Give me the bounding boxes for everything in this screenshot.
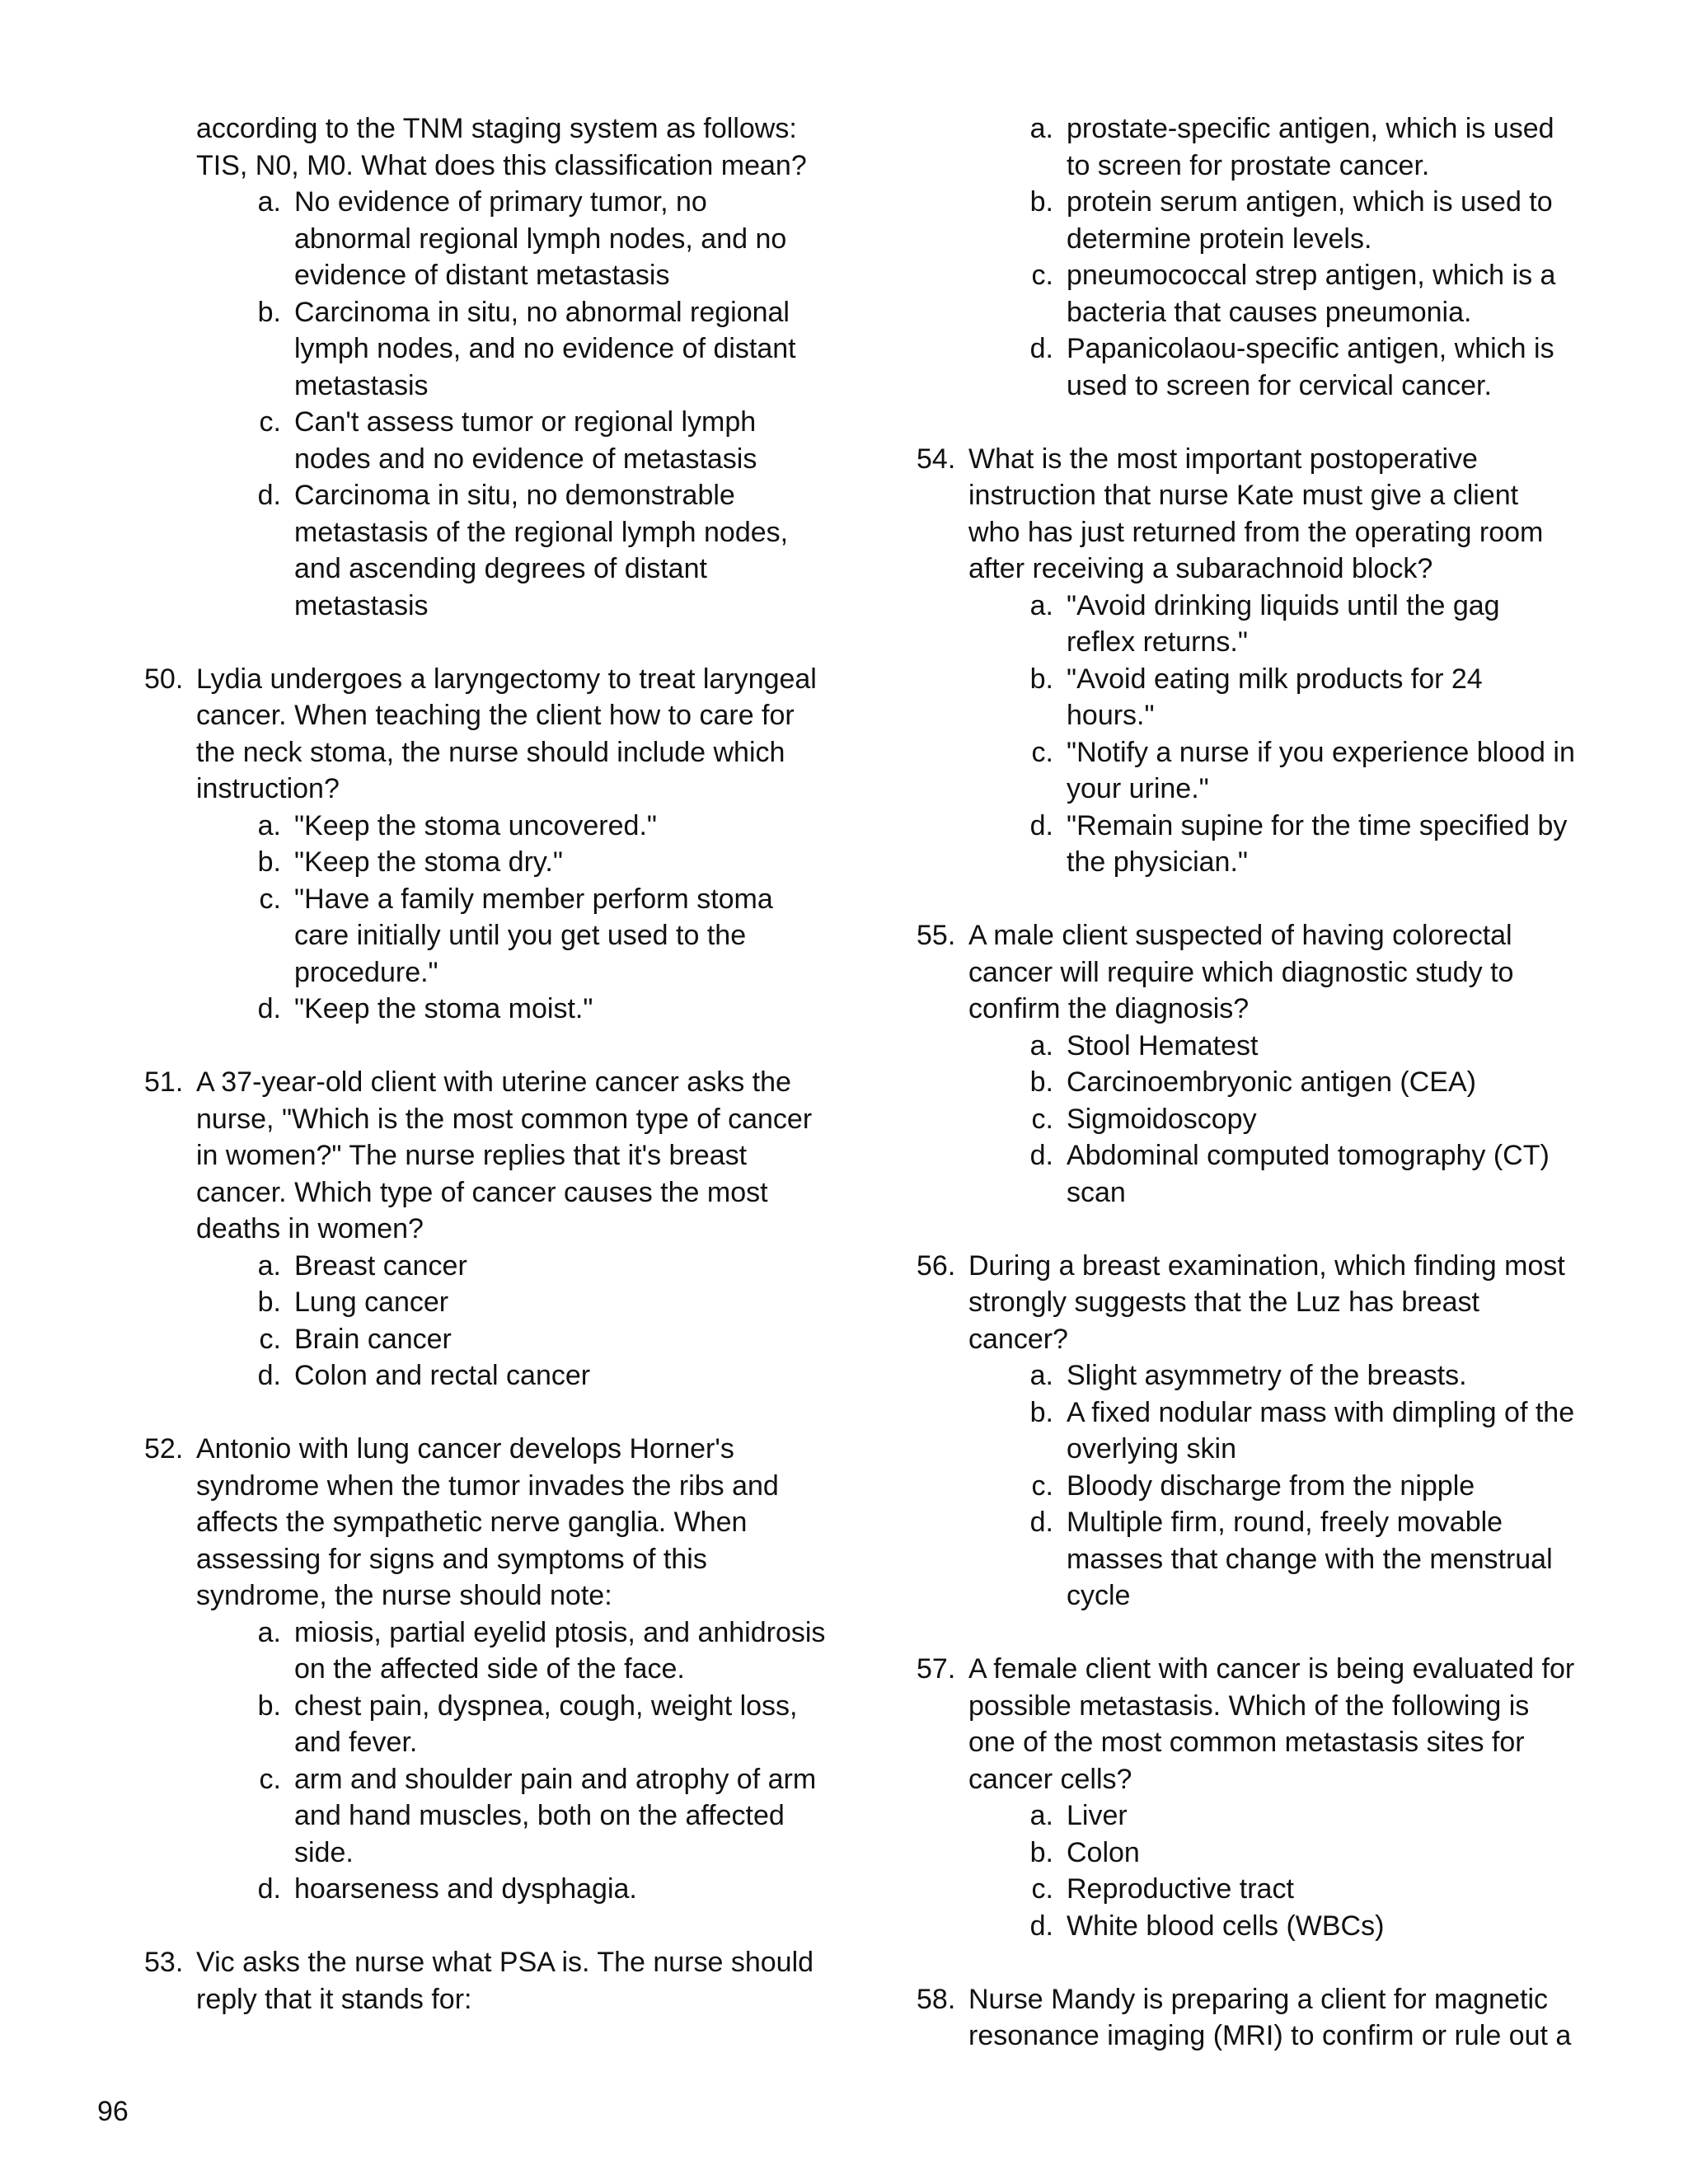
- question-number: 55.: [917, 920, 956, 951]
- answer-option: [196, 184, 828, 294]
- option-text: Sigmoidoscopy: [1067, 1103, 1257, 1135]
- question-stem: A female client with cancer is being evaluated for possible metastasis. Which of the following is one of the most common metastasis sites for cancer cells?: [968, 1653, 1575, 1795]
- answer-option: [968, 1137, 1576, 1211]
- option-letter: a.: [257, 1616, 281, 1648]
- option-text: No evidence of primary tumor, no abnormal regional lymph nodes, and no evidence of distant metastasis: [294, 186, 787, 291]
- answer-option: [968, 588, 1576, 661]
- option-letter: b.: [257, 846, 281, 878]
- question-stem: During a breast examination, which finding most strongly suggests that the Luz has breast cancer?: [968, 1249, 1565, 1355]
- answer-option: [968, 1357, 1576, 1394]
- question-stem: What is the most important postoperative instruction that nurse Kate must give a client who has just returned from the operating room after receiving a subarachnoid block?: [968, 443, 1544, 584]
- question-number: 51.: [144, 1066, 184, 1098]
- option-text: "Have a family member perform stoma care initially until you get used to the procedure.": [294, 883, 773, 988]
- answer-option: [196, 294, 828, 405]
- answer-option: [968, 1797, 1576, 1835]
- answer-option: [968, 184, 1576, 257]
- option-letter: a.: [1029, 589, 1053, 621]
- question-block: [917, 1651, 1576, 1944]
- option-letter: b.: [1029, 1066, 1053, 1098]
- option-letter: b.: [257, 296, 281, 328]
- option-text: Carcinoma in situ, no abnormal regional lymph nodes, and no evidence of distant metastasis: [294, 296, 796, 401]
- answer-option: [968, 734, 1576, 808]
- answer-option: [968, 808, 1576, 881]
- option-letter: b.: [1029, 663, 1053, 695]
- answer-option: [968, 1908, 1576, 1945]
- option-letter: a.: [1029, 1029, 1053, 1062]
- option-text: Reproductive tract: [1067, 1873, 1294, 1905]
- option-letter: a.: [1029, 113, 1053, 144]
- answer-option: [968, 1468, 1576, 1505]
- option-letter: b.: [257, 1690, 281, 1722]
- option-letter: c.: [259, 1323, 281, 1355]
- option-letter: d.: [1029, 809, 1053, 841]
- option-text: prostate-specific antigen, which is used to screen for prostate cancer.: [1067, 113, 1554, 181]
- option-text: "Keep the stoma uncovered.": [294, 809, 657, 841]
- option-text: Slight asymmetry of the breasts.: [1067, 1360, 1467, 1391]
- option-letter: b.: [257, 1286, 281, 1318]
- option-text: Multiple firm, round, freely movable masses that change with the menstrual cycle: [1067, 1507, 1553, 1611]
- question-block: [917, 1248, 1576, 1615]
- answer-option: [968, 1504, 1576, 1615]
- question-block: [917, 1981, 1576, 2055]
- option-text: Can't assess tumor or regional lymph nodes and no evidence of metastasis: [294, 406, 757, 475]
- option-letter: d.: [1029, 1910, 1053, 1942]
- answer-option: [196, 1615, 828, 1688]
- question-number: 57.: [917, 1653, 956, 1685]
- option-letter: c.: [1031, 736, 1053, 768]
- answer-option: [968, 1064, 1576, 1101]
- answer-option: [196, 1688, 828, 1761]
- question-stem: A male client suspected of having colorectal cancer will require which diagnostic study to confirm the diagnosis?: [968, 920, 1514, 1024]
- question-block: [144, 110, 828, 624]
- question-stem: Vic asks the nurse what PSA is. The nurse should reply that it stands for:: [196, 1947, 814, 2015]
- answer-options: [968, 1797, 1576, 1944]
- option-text: "Keep the stoma moist.": [294, 993, 593, 1024]
- option-text: Abdominal computed tomography (CT) scan: [1067, 1140, 1550, 1208]
- option-letter: c.: [1031, 1469, 1053, 1502]
- question-number: 50.: [144, 663, 184, 695]
- question-block: [144, 1064, 828, 1394]
- option-text: "Remain supine for the time specified by the physician.": [1067, 809, 1568, 878]
- answer-option: [196, 991, 828, 1028]
- option-text: "Avoid drinking liquids until the gag reflex returns.": [1067, 589, 1500, 658]
- option-letter: a.: [257, 809, 281, 841]
- answer-options: [968, 1357, 1576, 1615]
- option-text: White blood cells (WBCs): [1067, 1910, 1385, 1942]
- question-stem: according to the TNM staging system as follows: TIS, N0, M0. What does this classification mean?: [196, 113, 807, 181]
- question-block: [144, 1431, 828, 1908]
- question-number: 54.: [917, 443, 956, 475]
- option-text: arm and shoulder pain and atrophy of arm and hand muscles, both on the affected side.: [294, 1763, 817, 1868]
- answer-option: [968, 330, 1576, 404]
- answer-option: [196, 1284, 828, 1321]
- answer-option: [968, 1101, 1576, 1138]
- option-text: protein serum antigen, which is used to determine protein levels.: [1067, 186, 1553, 255]
- answer-option: [968, 1835, 1576, 1872]
- answer-option: [196, 477, 828, 624]
- question-number: 56.: [917, 1249, 956, 1282]
- option-letter: d.: [257, 1873, 281, 1905]
- option-text: Colon: [1067, 1836, 1140, 1868]
- option-text: Colon and rectal cancer: [294, 1360, 591, 1391]
- answer-option: [968, 1871, 1576, 1908]
- question-block: [144, 1944, 828, 2018]
- answer-option: [196, 1321, 828, 1358]
- option-letter: d.: [1029, 1507, 1053, 1538]
- option-letter: d.: [257, 480, 281, 511]
- question-stem: Antonio with lung cancer develops Horner's syndrome when the tumor invades the ribs and affects the sympathetic nerve ganglia. When assessing for signs and symptoms of this syndrome, the nurse should note:: [196, 1433, 779, 1611]
- option-letter: a.: [257, 1249, 281, 1282]
- answer-options: [196, 1615, 828, 1908]
- answer-options: [968, 1028, 1576, 1212]
- option-text: chest pain, dyspnea, cough, weight loss, and fever.: [294, 1690, 798, 1758]
- answer-options: [196, 184, 828, 624]
- option-text: miosis, partial eyelid ptosis, and anhidrosis on the affected side of the face.: [294, 1616, 826, 1685]
- answer-option: [968, 110, 1576, 184]
- option-letter: d.: [257, 1360, 281, 1391]
- option-text: A fixed nodular mass with dimpling of the overlying skin: [1067, 1396, 1575, 1465]
- option-letter: d.: [1029, 333, 1053, 364]
- question-stem: Lydia undergoes a laryngectomy to treat laryngeal cancer. When teaching the client how to care for the neck stoma, the nurse should include which instruction?: [196, 663, 817, 804]
- option-letter: c.: [1031, 260, 1053, 291]
- question-block: [144, 661, 828, 1028]
- answer-option: [968, 661, 1576, 734]
- question-block: [917, 917, 1576, 1211]
- question-block: [917, 110, 1576, 404]
- option-text: Liver: [1067, 1800, 1128, 1831]
- answer-option: [196, 808, 828, 845]
- option-text: Breast cancer: [294, 1249, 467, 1282]
- option-text: hoarseness and dysphagia.: [294, 1873, 637, 1905]
- answer-option: [196, 1357, 828, 1394]
- option-text: pneumococcal strep antigen, which is a bacteria that causes pneumonia.: [1067, 260, 1556, 328]
- answer-option: [196, 844, 828, 881]
- option-letter: b.: [1029, 186, 1053, 218]
- left-column: [144, 110, 828, 2055]
- option-text: Lung cancer: [294, 1286, 449, 1318]
- option-text: "Keep the stoma dry.": [294, 846, 563, 878]
- option-text: "Avoid eating milk products for 24 hours.": [1067, 663, 1483, 731]
- option-text: Carcinoma in situ, no demonstrable metastasis of the regional lymph nodes, and ascending degrees of distant metastasis: [294, 480, 789, 621]
- answer-options: [196, 1248, 828, 1394]
- option-letter: a.: [1029, 1360, 1053, 1391]
- answer-option: [196, 1871, 828, 1908]
- option-letter: a.: [1029, 1800, 1053, 1831]
- answer-option: [196, 1761, 828, 1872]
- answer-option: [196, 1248, 828, 1285]
- option-text: Bloody discharge from the nipple: [1067, 1469, 1475, 1502]
- answer-options: [196, 808, 828, 1028]
- option-letter: d.: [257, 993, 281, 1024]
- right-column: [917, 110, 1576, 2091]
- page-number: 96: [97, 2096, 129, 2127]
- answer-option: [968, 1028, 1576, 1065]
- option-text: Brain cancer: [294, 1323, 452, 1355]
- answer-option: [196, 881, 828, 991]
- question-number: 53.: [144, 1947, 184, 1978]
- answer-option: [968, 1394, 1576, 1468]
- question-stem: A 37-year-old client with uterine cancer asks the nurse, "Which is the most common type of cancer in women?" The nurse replies that it's breast cancer. Which type of cancer causes the most deaths in women?: [196, 1066, 813, 1244]
- option-letter: c.: [1031, 1873, 1053, 1905]
- option-letter: c.: [259, 883, 281, 915]
- answer-options: [968, 588, 1576, 881]
- option-letter: c.: [1031, 1103, 1053, 1135]
- option-letter: c.: [259, 1763, 281, 1795]
- option-letter: c.: [259, 406, 281, 438]
- option-text: "Notify a nurse if you experience blood in your urine.": [1067, 736, 1575, 804]
- option-letter: b.: [1029, 1836, 1053, 1868]
- option-text: Carcinoembryonic antigen (CEA): [1067, 1066, 1476, 1098]
- question-number: 58.: [917, 1983, 956, 2015]
- question-stem: Nurse Mandy is preparing a client for magnetic resonance imaging (MRI) to confirm or rule out a: [968, 1983, 1572, 2051]
- option-letter: a.: [257, 186, 281, 218]
- option-text: Papanicolaou-specific antigen, which is used to screen for cervical cancer.: [1067, 333, 1554, 401]
- question-number: 52.: [144, 1433, 184, 1465]
- question-block: [917, 441, 1576, 881]
- option-letter: d.: [1029, 1140, 1053, 1171]
- answer-option: [196, 404, 828, 477]
- answer-option: [968, 257, 1576, 330]
- option-letter: b.: [1029, 1396, 1053, 1428]
- answer-options: [968, 110, 1576, 404]
- option-text: Stool Hematest: [1067, 1029, 1259, 1062]
